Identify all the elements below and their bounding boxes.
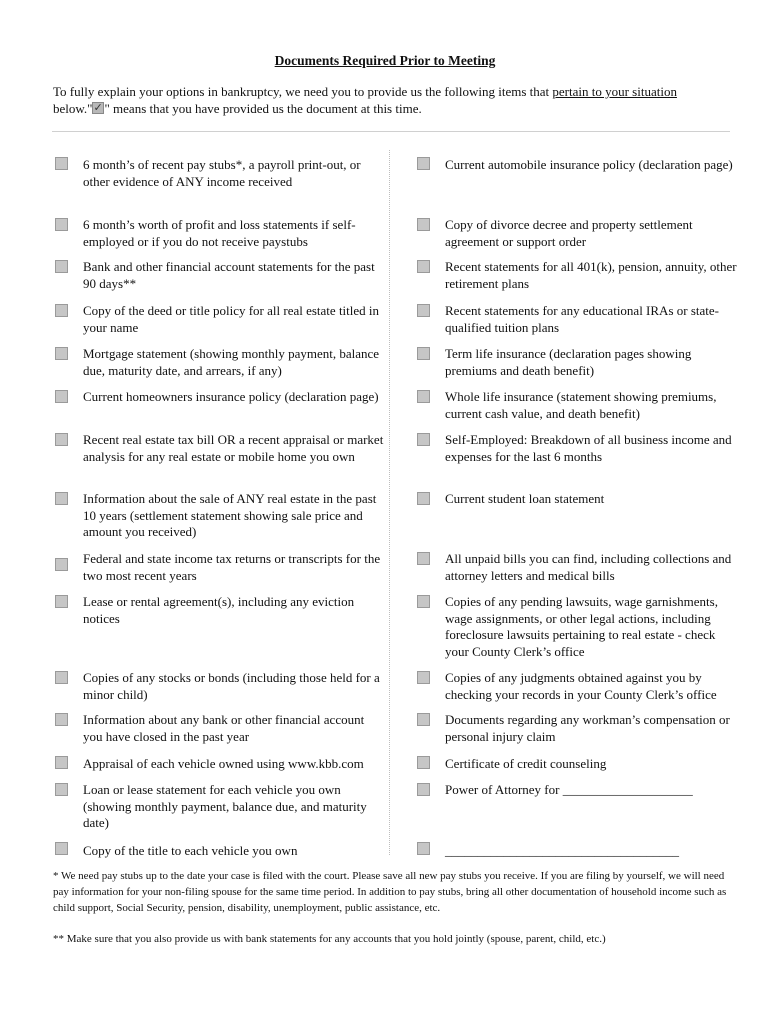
right-item-13: Power of Attorney for ____________________ (445, 782, 693, 797)
checkbox-right-11[interactable] (417, 713, 430, 726)
left-item-3: Copy of the deed or title policy for all real estate titled in your name (83, 303, 380, 335)
right-item-9: Copies of any pending lawsuits, wage garnishments, wage assignments, or other legal actions, including foreclosure lawsuits pertaining to real estate - check your County Clerk’s office (445, 594, 718, 659)
intro-text-1: To fully explain your options in bankruptcy, we need you to provide us the following items that (53, 84, 553, 99)
checkbox-right-7[interactable] (417, 492, 430, 505)
checkbox-right-8[interactable] (417, 552, 430, 565)
checkbox-left-2[interactable] (55, 260, 68, 273)
checkbox-right-12[interactable] (417, 756, 430, 769)
left-item-12: Appraisal of each vehicle owned using www.kbb.com (83, 756, 364, 771)
checked-box-icon (92, 102, 104, 114)
left-item-2: Bank and other financial account statements for the past 90 days** (83, 259, 375, 291)
left-item-1: 6 month’s worth of profit and loss statements if self-employed or if you do not receive paystubs (83, 217, 356, 249)
left-item-6: Recent real estate tax bill OR a recent appraisal or market analysis for any real estate or mobile home you own (83, 432, 384, 464)
footnote-bank-statements: ** Make sure that you also provide us with bank statements for any accounts that you hold jointly (spouse, parent, child, etc.) (53, 933, 606, 945)
left-item-10: Copies of any stocks or bonds (including those held for a minor child) (83, 670, 380, 702)
right-item-3: Recent statements for any educational IRAs or state-qualified tuition plans (445, 303, 719, 335)
column-divider (389, 150, 390, 855)
checkbox-left-8[interactable] (55, 558, 68, 571)
checkbox-right-14[interactable] (417, 842, 430, 855)
intro-text-3: " means that you have provided us the document at this time. (104, 101, 422, 116)
checkbox-right-5[interactable] (417, 390, 430, 403)
right-item-8: All unpaid bills you can find, including collections and attorney letters and medical bills (445, 551, 732, 583)
checkbox-left-4[interactable] (55, 347, 68, 360)
checkbox-left-12[interactable] (55, 756, 68, 769)
left-item-0: 6 month’s of recent pay stubs*, a payroll print-out, or other evidence of ANY income received (83, 157, 361, 189)
checkbox-left-0[interactable] (55, 157, 68, 170)
checkbox-right-10[interactable] (417, 671, 430, 684)
right-item-6: Self-Employed: Breakdown of all business income and expenses for the last 6 months (445, 432, 732, 464)
checkbox-left-5[interactable] (55, 390, 68, 403)
right-item-4: Term life insurance (declaration pages showing premiums and death benefit) (445, 346, 692, 378)
checkbox-left-7[interactable] (55, 492, 68, 505)
checkbox-left-13[interactable] (55, 783, 68, 796)
checkbox-right-3[interactable] (417, 304, 430, 317)
checkbox-left-10[interactable] (55, 671, 68, 684)
left-item-9: Lease or rental agreement(s), including any eviction notices (83, 594, 355, 626)
checkbox-left-6[interactable] (55, 433, 68, 446)
left-item-14: Copy of the title to each vehicle you own (83, 843, 298, 858)
left-item-8: Federal and state income tax returns or transcripts for the two most recent years (83, 551, 381, 583)
checkbox-left-9[interactable] (55, 595, 68, 608)
checkbox-right-2[interactable] (417, 260, 430, 273)
right-item-0: Current automobile insurance policy (declaration page) (445, 157, 733, 172)
divider (52, 131, 730, 132)
right-item-11: Documents regarding any workman’s compensation or personal injury claim (445, 712, 730, 744)
left-item-11: Information about any bank or other financial account you have closed in the past year (83, 712, 365, 744)
page-title: Documents Required Prior to Meeting (274, 53, 496, 68)
checkbox-right-4[interactable] (417, 347, 430, 360)
right-item-1: Copy of divorce decree and property settlement agreement or support order (445, 217, 693, 249)
checkbox-right-1[interactable] (417, 218, 430, 231)
checkbox-right-9[interactable] (417, 595, 430, 608)
intro-paragraph (53, 83, 713, 117)
checkbox-left-1[interactable] (55, 218, 68, 231)
left-item-13: Loan or lease statement for each vehicle you own (showing monthly payment, balance due, and maturity date) (83, 782, 367, 830)
right-item-5: Whole life insurance (statement showing premiums, current cash value, and death benefit) (445, 389, 717, 421)
checkbox-left-14[interactable] (55, 842, 68, 855)
checkbox-left-3[interactable] (55, 304, 68, 317)
left-item-7: Information about the sale of ANY real estate in the past 10 years (settlement statement showing sale price and amount you received) (83, 491, 377, 539)
checkbox-right-0[interactable] (417, 157, 430, 170)
intro-underlined-text: pertain to your situation (552, 84, 677, 99)
left-item-4: Mortgage statement (showing monthly payment, balance due, maturity date, and arrears, if any) (83, 346, 380, 378)
right-item-12: Certificate of credit counseling (445, 756, 607, 771)
left-item-5: Current homeowners insurance policy (declaration page) (83, 389, 379, 404)
footnote-pay-stubs: * We need pay stubs up to the date your case is filed with the court. Please save all new pay stubs you receive. If you are filing by yourself, we will need pay information for your non-filing spouse for the same time period. In addition to pay stubs, bring all other documentation of household income such as child support, Social Security, pension, disability, unemployment, public assistance, etc. (53, 870, 727, 914)
right-item-7: Current student loan statement (445, 491, 605, 506)
right-item-10: Copies of any judgments obtained against you by checking your records in your County Clerk’s office (445, 670, 717, 702)
right-item-2: Recent statements for all 401(k), pension, annuity, other retirement plans (445, 259, 737, 291)
intro-text-2: below." (53, 101, 93, 116)
checkbox-right-6[interactable] (417, 433, 430, 446)
right-item-14: ____________________________________ (445, 843, 679, 858)
checkbox-right-13[interactable] (417, 783, 430, 796)
checkbox-left-11[interactable] (55, 713, 68, 726)
